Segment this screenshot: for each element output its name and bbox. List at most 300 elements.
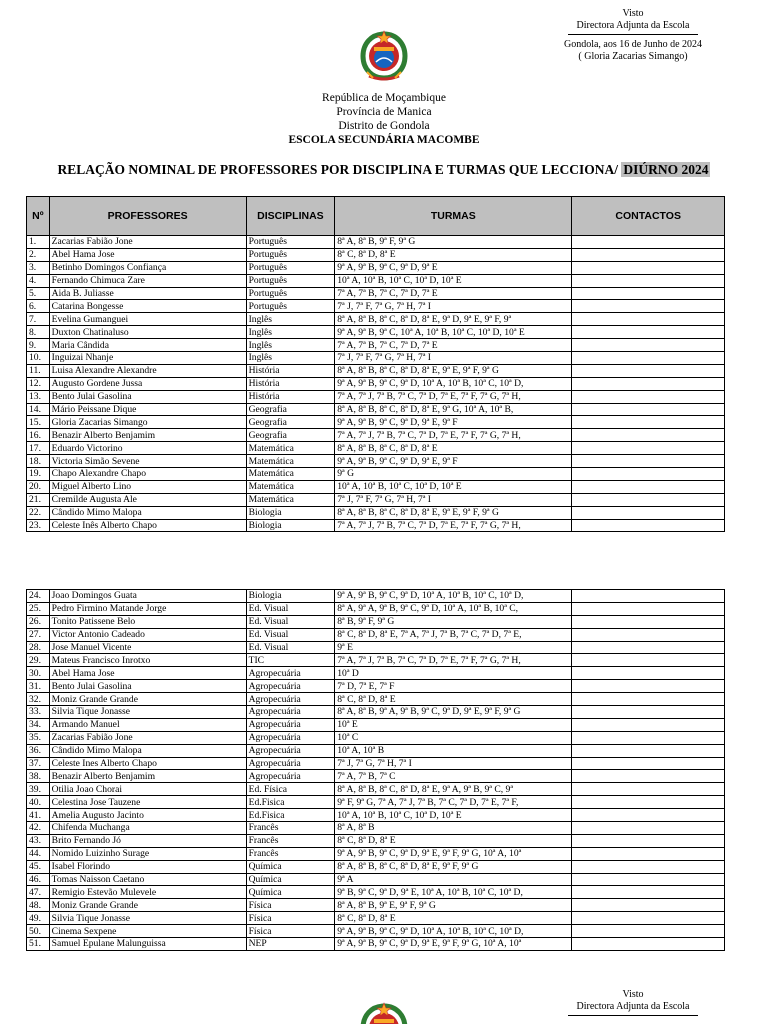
table-row xyxy=(27,938,725,951)
teacher-name-cell: Celestina Jose Tauzene xyxy=(49,796,246,809)
row-number-cell: 20. xyxy=(27,480,50,493)
teacher-name-cell: Duxton Chatinaluso xyxy=(49,326,246,339)
row-number-cell: 35. xyxy=(27,731,50,744)
subject-cell: Matemática xyxy=(246,455,335,468)
table-row xyxy=(27,654,725,667)
subject-cell: Geografia xyxy=(246,429,335,442)
contact-cell xyxy=(572,822,725,835)
subject-cell: Geografia xyxy=(246,416,335,429)
subject-cell: Agropecuária xyxy=(246,757,335,770)
table-row xyxy=(27,377,725,390)
contact-cell xyxy=(572,731,725,744)
row-number-cell: 43. xyxy=(27,834,50,847)
contact-cell xyxy=(572,261,725,274)
contact-cell xyxy=(572,326,725,339)
signature-line xyxy=(568,34,698,35)
contact-cell xyxy=(572,248,725,261)
row-number-cell: 46. xyxy=(27,873,50,886)
subject-cell: Agropecuária xyxy=(246,693,335,706)
classes-cell: 7ª A, 7ª B, 7ª C, 7ª D, 7ª E xyxy=(335,339,572,352)
teacher-name-cell: Bento Julai Gasolina xyxy=(49,680,246,693)
classes-cell: 7ª D, 7ª E, 7ª F xyxy=(335,680,572,693)
row-number-cell: 34. xyxy=(27,718,50,731)
row-number-cell: 48. xyxy=(27,899,50,912)
teacher-name-cell: Cândido Mimo Malopa xyxy=(49,744,246,757)
column-header-subjects: DISCIPLINAS xyxy=(246,197,335,236)
row-number-cell: 11. xyxy=(27,364,50,377)
contact-cell xyxy=(572,706,725,719)
contact-cell xyxy=(572,468,725,481)
row-number-cell: 50. xyxy=(27,925,50,938)
subject-cell: Inglês xyxy=(246,326,335,339)
contact-cell xyxy=(572,602,725,615)
contact-cell xyxy=(572,300,725,313)
classes-cell: 8ª A, 8ª B, 9ª A, 9ª B, 9ª C, 9ª D, 9ª E, 9ª F, 9ª G xyxy=(335,706,572,719)
subject-cell: Ed.Fisica xyxy=(246,796,335,809)
table-row xyxy=(27,480,725,493)
subject-cell: Português xyxy=(246,236,335,249)
subject-cell: Agropecuária xyxy=(246,667,335,680)
subject-cell: Português xyxy=(246,261,335,274)
table-row xyxy=(27,313,725,326)
table-row xyxy=(27,493,725,506)
classes-cell: 9ª F, 9ª G, 7ª A, 7ª J, 7ª B, 7ª C, 7ª D, 7ª E, 7ª F, xyxy=(335,796,572,809)
classes-cell: 8ª A, 8ª B, 8ª C, 8ª D, 8ª E, 9ª A, 9ª B, 9ª C, 9ª xyxy=(335,783,572,796)
contact-cell xyxy=(572,390,725,403)
row-number-cell: 9. xyxy=(27,339,50,352)
subject-cell: Ed. Visual xyxy=(246,615,335,628)
classes-cell: 8ª A, 8ª B, 8ª C, 8ª D, 8ª E xyxy=(335,442,572,455)
classes-cell: 8ª C, 8ª D, 8ª E xyxy=(335,248,572,261)
subject-cell: Agropecuária xyxy=(246,744,335,757)
header-district: Distrito de Gondola xyxy=(338,120,430,132)
table-row xyxy=(27,873,725,886)
column-header-teachers: PROFESSORES xyxy=(49,197,246,236)
teacher-name-cell: Benazir Alberto Benjamim xyxy=(49,429,246,442)
contact-cell xyxy=(572,654,725,667)
row-number-cell: 10. xyxy=(27,352,50,365)
table-body-part2 xyxy=(27,590,725,951)
classes-cell: 8ª A, 8ª B, 8ª C, 8ª D, 8ª E, 9ª F, 9ª G xyxy=(335,860,572,873)
table-row xyxy=(27,339,725,352)
row-number-cell: 51. xyxy=(27,938,50,951)
row-number-cell: 14. xyxy=(27,403,50,416)
subject-cell: Ed. Visual xyxy=(246,641,335,654)
row-number-cell: 41. xyxy=(27,809,50,822)
teacher-name-cell: Amelia Augusto Jacinto xyxy=(49,809,246,822)
contact-cell xyxy=(572,757,725,770)
table-row xyxy=(27,886,725,899)
teacher-name-cell: Armando Manuel xyxy=(49,718,246,731)
teacher-name-cell: Otilia Joao Chorai xyxy=(49,783,246,796)
subject-cell: Biologia xyxy=(246,590,335,603)
subject-cell: Ed.Fisica xyxy=(246,809,335,822)
row-number-cell: 15. xyxy=(27,416,50,429)
contact-cell xyxy=(572,236,725,249)
table-row xyxy=(27,783,725,796)
column-header-contacts: CONTACTOS xyxy=(572,197,725,236)
classes-cell: 10ª C xyxy=(335,731,572,744)
mozambique-emblem-icon xyxy=(357,28,411,84)
classes-cell: 9ª A, 9ª B, 9ª C, 9ª D, 9ª E xyxy=(335,261,572,274)
teacher-name-cell: Miguel Alberto Lino xyxy=(49,480,246,493)
contact-cell xyxy=(572,339,725,352)
row-number-cell: 18. xyxy=(27,455,50,468)
row-number-cell: 24. xyxy=(27,590,50,603)
table-row xyxy=(27,912,725,925)
contact-cell xyxy=(572,590,725,603)
visto-signatory: ( Gloria Zacarias Simango) xyxy=(578,51,688,62)
teacher-name-cell: Victoria Simão Sevene xyxy=(49,455,246,468)
subject-cell: Agropecuária xyxy=(246,731,335,744)
table-row xyxy=(27,860,725,873)
table-row xyxy=(27,757,725,770)
subject-cell: Português xyxy=(246,300,335,313)
contact-cell xyxy=(572,886,725,899)
contact-cell xyxy=(572,480,725,493)
row-number-cell: 1. xyxy=(27,236,50,249)
table-row xyxy=(27,847,725,860)
row-number-cell: 45. xyxy=(27,860,50,873)
table-row xyxy=(27,300,725,313)
classes-cell: 7ª J, 7ª F, 7ª G, 7ª H, 7ª I xyxy=(335,300,572,313)
contact-cell xyxy=(572,809,725,822)
subject-cell: Agropecuária xyxy=(246,718,335,731)
table-row xyxy=(27,744,725,757)
contact-cell xyxy=(572,925,725,938)
classes-cell: 9ª G xyxy=(335,468,572,481)
row-number-cell: 42. xyxy=(27,822,50,835)
table-row xyxy=(27,274,725,287)
row-number-cell: 44. xyxy=(27,847,50,860)
subject-cell: Matemática xyxy=(246,480,335,493)
row-number-cell: 7. xyxy=(27,313,50,326)
classes-cell: 9ª B, 9ª C, 9ª D, 9ª E, 10ª A, 10ª B, 10ª C, 10ª D, xyxy=(335,886,572,899)
teacher-name-cell: Cinema Sexpene xyxy=(49,925,246,938)
teacher-name-cell: Fernando Chimuca Zare xyxy=(49,274,246,287)
visto-block-bottom xyxy=(548,989,718,1020)
classes-cell: 8ª C, 8ª D, 8ª E xyxy=(335,693,572,706)
teacher-name-cell: Samuel Epulane Malunguissa xyxy=(49,938,246,951)
classes-cell: 10ª A, 10ª B xyxy=(335,744,572,757)
row-number-cell: 28. xyxy=(27,641,50,654)
visto-label: Visto xyxy=(622,8,644,19)
teacher-name-cell: Betinho Domingos Confiança xyxy=(49,261,246,274)
teacher-name-cell: Mário Peissane Dique xyxy=(49,403,246,416)
teacher-name-cell: Augusto Gordene Jussa xyxy=(49,377,246,390)
table-row xyxy=(27,416,725,429)
classes-cell: 9ª A, 9ª B, 9ª C, 9ª D, 9ª E, 9ª F xyxy=(335,416,572,429)
table-row xyxy=(27,506,725,519)
contact-cell xyxy=(572,693,725,706)
teacher-name-cell: Eduardo Victorino xyxy=(49,442,246,455)
teacher-name-cell: Isabel Florindo xyxy=(49,860,246,873)
table-row xyxy=(27,628,725,641)
teacher-name-cell: Moniz Grande Grande xyxy=(49,899,246,912)
visto-label-bottom: Visto xyxy=(622,989,644,1000)
row-number-cell: 22. xyxy=(27,506,50,519)
teacher-name-cell: Luisa Alexandre Alexandre xyxy=(49,364,246,377)
classes-cell: 9ª A, 9ª B, 9ª C, 9ª D, 10ª A, 10ª B, 10ª C, 10ª D, xyxy=(335,377,572,390)
classes-cell: 8ª A, 8ª B xyxy=(335,822,572,835)
classes-cell: 10ª A, 10ª B, 10ª C, 10ª D, 10ª E xyxy=(335,480,572,493)
teacher-name-cell: Chapo Alexandre Chapo xyxy=(49,468,246,481)
teacher-name-cell: Silvia Tique Jonasse xyxy=(49,912,246,925)
contact-cell xyxy=(572,847,725,860)
table-row xyxy=(27,326,725,339)
table-row xyxy=(27,590,725,603)
row-number-cell: 39. xyxy=(27,783,50,796)
classes-cell: 8ª C, 8ª D, 8ª E, 7ª A, 7ª J, 7ª B, 7ª C, 7ª D, 7ª E, xyxy=(335,628,572,641)
row-number-cell: 25. xyxy=(27,602,50,615)
classes-cell: 8ª A, 9ª A, 9ª B, 9ª C, 9ª D, 10ª A, 10ª B, 10ª C, xyxy=(335,602,572,615)
classes-cell: 9ª A, 9ª B, 9ª C, 9ª D, 9ª E, 9ª F, 9ª G, 10ª A, 10ª xyxy=(335,938,572,951)
table-row xyxy=(27,287,725,300)
table-row xyxy=(27,602,725,615)
teacher-name-cell: Abel Hama Jose xyxy=(49,667,246,680)
subject-cell: Ed. Visual xyxy=(246,628,335,641)
teacher-name-cell: Cândido Mimo Malopa xyxy=(49,506,246,519)
subject-cell: Física xyxy=(246,899,335,912)
row-number-cell: 49. xyxy=(27,912,50,925)
teacher-name-cell: Zacarias Fabião Jone xyxy=(49,731,246,744)
header-republic: República de Moçambique xyxy=(322,92,446,104)
contact-cell xyxy=(572,938,725,951)
header-province: Província de Manica xyxy=(336,106,432,118)
contact-cell xyxy=(572,287,725,300)
row-number-cell: 5. xyxy=(27,287,50,300)
classes-cell: 7ª A, 7ª J, 7ª B, 7ª C, 7ª D, 7ª E, 7ª F, 7ª G, 7ª H, xyxy=(335,654,572,667)
contact-cell xyxy=(572,770,725,783)
column-header-number: Nº xyxy=(27,197,50,236)
teachers-table-part1 xyxy=(26,196,725,532)
table-row xyxy=(27,429,725,442)
subject-cell: Inglês xyxy=(246,352,335,365)
table-header-row xyxy=(27,197,725,236)
subject-cell: Física xyxy=(246,912,335,925)
teacher-name-cell: Inguizai Nhanje xyxy=(49,352,246,365)
table-row xyxy=(27,899,725,912)
table-row xyxy=(27,364,725,377)
contact-cell xyxy=(572,274,725,287)
row-number-cell: 38. xyxy=(27,770,50,783)
teacher-name-cell: Catarina Bongesse xyxy=(49,300,246,313)
row-number-cell: 8. xyxy=(27,326,50,339)
teacher-name-cell: Brito Fernando Jó xyxy=(49,834,246,847)
teacher-name-cell: Tonito Patissene Belo xyxy=(49,615,246,628)
classes-cell: 8ª A, 8ª B, 8ª C, 8ª D, 8ª E, 9ª D, 9ª E, 9ª F, 9ª xyxy=(335,313,572,326)
table-row xyxy=(27,667,725,680)
table-row xyxy=(27,693,725,706)
contact-cell xyxy=(572,899,725,912)
subject-cell: Ed. Visual xyxy=(246,602,335,615)
teacher-name-cell: Benazir Alberto Benjamim xyxy=(49,770,246,783)
teacher-name-cell: Mateus Francisco Inrotxo xyxy=(49,654,246,667)
teacher-name-cell: Chifenda Muchanga xyxy=(49,822,246,835)
teacher-name-cell: Moniz Grande Grande xyxy=(49,693,246,706)
row-number-cell: 29. xyxy=(27,654,50,667)
contact-cell xyxy=(572,680,725,693)
table-row xyxy=(27,519,725,532)
table-row xyxy=(27,718,725,731)
row-number-cell: 33. xyxy=(27,706,50,719)
classes-cell: 9ª A, 9ª B, 9ª C, 9ª D, 10ª A, 10ª B, 10ª C, 10ª D, xyxy=(335,925,572,938)
row-number-cell: 26. xyxy=(27,615,50,628)
teacher-name-cell: Maria Cândida xyxy=(49,339,246,352)
contact-cell xyxy=(572,873,725,886)
contact-cell xyxy=(572,493,725,506)
table-row xyxy=(27,680,725,693)
table-row xyxy=(27,455,725,468)
classes-cell: 7ª A, 7ª J, 7ª B, 7ª C, 7ª D, 7ª E, 7ª F, 7ª G, 7ª H, xyxy=(335,429,572,442)
classes-cell: 9ª A, 9ª B, 9ª C, 9ª D, 9ª E, 9ª F, 9ª G, 10ª A, 10ª xyxy=(335,847,572,860)
row-number-cell: 31. xyxy=(27,680,50,693)
table-row xyxy=(27,834,725,847)
classes-cell: 10ª A, 10ª B, 10ª C, 10ª D, 10ª E xyxy=(335,809,572,822)
row-number-cell: 40. xyxy=(27,796,50,809)
contact-cell xyxy=(572,860,725,873)
classes-cell: 9ª A, 9ª B, 9ª C, 9ª D, 10ª A, 10ª B, 10ª C, 10ª D, xyxy=(335,590,572,603)
row-number-cell: 4. xyxy=(27,274,50,287)
teacher-name-cell: Silvia Tique Jonasse xyxy=(49,706,246,719)
table-body-part1 xyxy=(27,236,725,532)
table-row xyxy=(27,442,725,455)
table-row xyxy=(27,468,725,481)
subject-cell: Francês xyxy=(246,847,335,860)
visto-role: Directora Adjunta da Escola xyxy=(576,20,690,31)
visto-place-date: Gondola, aos 16 de Junho de 2024 xyxy=(563,39,703,50)
subject-cell: História xyxy=(246,390,335,403)
table-row xyxy=(27,809,725,822)
contact-cell xyxy=(572,377,725,390)
table-row xyxy=(27,925,725,938)
table-row xyxy=(27,706,725,719)
contact-cell xyxy=(572,352,725,365)
subject-cell: História xyxy=(246,377,335,390)
classes-cell: 7ª A, 7ª B, 7ª C xyxy=(335,770,572,783)
subject-cell: TIC xyxy=(246,654,335,667)
teacher-name-cell: Abel Hama Jose xyxy=(49,248,246,261)
subject-cell: Inglês xyxy=(246,313,335,326)
subject-cell: Francês xyxy=(246,822,335,835)
title-highlight: DIÚRNO 2024 xyxy=(623,162,709,177)
header-school: ESCOLA SECUNDÁRIA MACOMBE xyxy=(288,134,480,146)
classes-cell: 7ª J, 7ª F, 7ª G, 7ª H, 7ª I xyxy=(335,493,572,506)
subject-cell: Matemática xyxy=(246,442,335,455)
row-number-cell: 12. xyxy=(27,377,50,390)
document-title xyxy=(0,162,768,178)
contact-cell xyxy=(572,519,725,532)
row-number-cell: 36. xyxy=(27,744,50,757)
row-number-cell: 27. xyxy=(27,628,50,641)
teacher-name-cell: Pedro Firmino Matande Jorge xyxy=(49,602,246,615)
subject-cell: Biologia xyxy=(246,519,335,532)
classes-cell: 7ª J, 7ª G, 7ª H, 7ª I xyxy=(335,757,572,770)
table-row xyxy=(27,641,725,654)
teacher-name-cell: Nomido Luizinho Surage xyxy=(49,847,246,860)
row-number-cell: 2. xyxy=(27,248,50,261)
teacher-name-cell: Celeste Ines Alberto Chapo xyxy=(49,757,246,770)
subject-cell: Matemática xyxy=(246,468,335,481)
mozambique-emblem-icon-bottom xyxy=(357,1000,411,1024)
subject-cell: Geografia xyxy=(246,403,335,416)
teacher-name-cell: Gloria Zacarias Simango xyxy=(49,416,246,429)
subject-cell: Ed. Física xyxy=(246,783,335,796)
classes-cell: 8ª C, 8ª D, 8ª E xyxy=(335,912,572,925)
classes-cell: 8ª A, 8ª B, 9ª F, 9ª G xyxy=(335,236,572,249)
row-number-cell: 47. xyxy=(27,886,50,899)
classes-cell: 7ª A, 7ª J, 7ª B, 7ª C, 7ª D, 7ª E, 7ª F, 7ª G, 7ª H, xyxy=(335,519,572,532)
contact-cell xyxy=(572,912,725,925)
subject-cell: Física xyxy=(246,925,335,938)
classes-cell: 8ª A, 8ª B, 9ª E, 9ª F, 9ª G xyxy=(335,899,572,912)
teacher-name-cell: Evelina Gumanguei xyxy=(49,313,246,326)
contact-cell xyxy=(572,403,725,416)
table-row xyxy=(27,248,725,261)
teachers-table-part2 xyxy=(26,589,725,951)
subject-cell: Química xyxy=(246,873,335,886)
subject-cell: Inglês xyxy=(246,339,335,352)
table-row xyxy=(27,236,725,249)
contact-cell xyxy=(572,429,725,442)
row-number-cell: 3. xyxy=(27,261,50,274)
teacher-name-cell: Zacarias Fabião Jone xyxy=(49,236,246,249)
contact-cell xyxy=(572,416,725,429)
contact-cell xyxy=(572,313,725,326)
teacher-name-cell: Joao Domingos Guata xyxy=(49,590,246,603)
classes-cell: 10ª D xyxy=(335,667,572,680)
subject-cell: Agropecuária xyxy=(246,706,335,719)
contact-cell xyxy=(572,442,725,455)
subject-cell: Química xyxy=(246,860,335,873)
table-row xyxy=(27,352,725,365)
table-row xyxy=(27,731,725,744)
subject-cell: História xyxy=(246,364,335,377)
row-number-cell: 30. xyxy=(27,667,50,680)
column-header-classes: TURMAS xyxy=(335,197,572,236)
teacher-name-cell: Cremilde Augusta Ale xyxy=(49,493,246,506)
subject-cell: Matemática xyxy=(246,493,335,506)
classes-cell: 7ª J, 7ª F, 7ª G, 7ª H, 7ª I xyxy=(335,352,572,365)
signature-line-bottom xyxy=(568,1015,698,1016)
table-row xyxy=(27,261,725,274)
classes-cell: 9ª E xyxy=(335,641,572,654)
contact-cell xyxy=(572,667,725,680)
contact-cell xyxy=(572,641,725,654)
classes-cell: 10ª E xyxy=(335,718,572,731)
classes-cell: 10ª A, 10ª B, 10ª C, 10ª D, 10ª E xyxy=(335,274,572,287)
table-row xyxy=(27,796,725,809)
table-row xyxy=(27,403,725,416)
row-number-cell: 6. xyxy=(27,300,50,313)
contact-cell xyxy=(572,364,725,377)
subject-cell: NEP xyxy=(246,938,335,951)
teacher-name-cell: Bento Julai Gasolina xyxy=(49,390,246,403)
row-number-cell: 19. xyxy=(27,468,50,481)
classes-cell: 8ª A, 8ª B, 8ª C, 8ª D, 8ª E, 9ª G, 10ª A, 10ª B, xyxy=(335,403,572,416)
visto-role-bottom: Directora Adjunta da Escola xyxy=(576,1001,690,1012)
document-header xyxy=(0,91,768,147)
table-row xyxy=(27,390,725,403)
subject-cell: Biologia xyxy=(246,506,335,519)
row-number-cell: 13. xyxy=(27,390,50,403)
classes-cell: 8ª A, 8ª B, 8ª C, 8ª D, 8ª E, 9ª E, 9ª F, 9ª G xyxy=(335,364,572,377)
subject-cell: Francês xyxy=(246,834,335,847)
classes-cell: 9ª A, 9ª B, 9ª C, 10ª A, 10ª B, 10ª C, 10ª D, 10ª E xyxy=(335,326,572,339)
classes-cell: 9ª A xyxy=(335,873,572,886)
teacher-name-cell: Celeste Inês Alberto Chapo xyxy=(49,519,246,532)
teacher-name-cell: Aida B. Juliasse xyxy=(49,287,246,300)
